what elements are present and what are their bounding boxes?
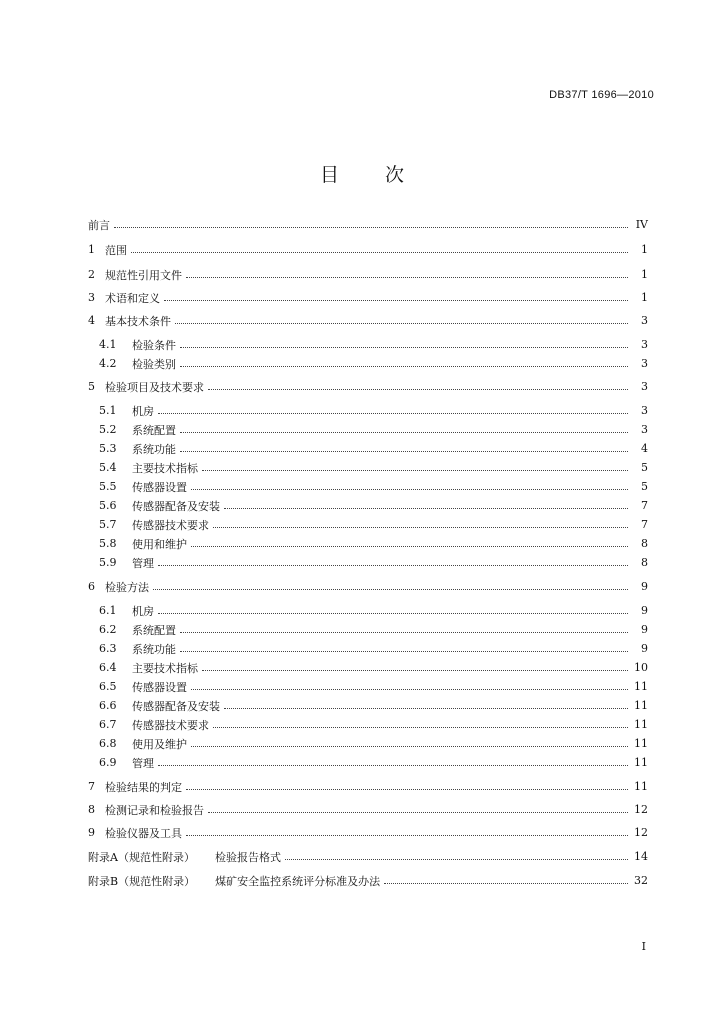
toc-entry-number: 5.1 (99, 404, 117, 417)
toc-entry-page: 9 (641, 623, 648, 636)
toc-leader-dots (186, 789, 628, 790)
toc-entry-number: 5.4 (99, 461, 117, 474)
toc-leader-dots (191, 546, 628, 547)
toc-entry-label: 煤矿安全监控系统评分标准及办法 (215, 874, 381, 888)
toc-entry-label: 检测记录和检验报告 (105, 803, 204, 817)
toc-entry-page: 3 (641, 338, 648, 351)
toc-entry[interactable] (88, 802, 648, 817)
toc-entry-label: 系统配置 (132, 623, 176, 637)
toc-entry[interactable] (88, 217, 648, 232)
toc-entry-number: 5.8 (99, 537, 117, 550)
toc-entry-page: 9 (641, 580, 648, 593)
toc-entry-page: 7 (641, 518, 648, 531)
toc-entry-label: 机房 (132, 604, 154, 618)
toc-entry-number: 7 (88, 780, 95, 793)
toc-leader-dots (164, 300, 628, 301)
toc-entry-page: 3 (641, 314, 648, 327)
toc-entry-label: 传感器设置 (132, 680, 187, 694)
toc-entry-page: 7 (641, 499, 648, 512)
toc-entry-number: 5 (88, 380, 95, 393)
toc-entry-label: 规范性引用文件 (105, 268, 182, 282)
toc-entry-number: 6.5 (99, 680, 117, 693)
toc-entry-page: 11 (634, 756, 648, 769)
toc-leader-dots (153, 589, 628, 590)
toc-entry-label: 检验报告格式 (214, 850, 281, 864)
toc-leader-dots (191, 689, 628, 690)
toc-entry[interactable] (99, 337, 648, 352)
toc-entry-number: 6.3 (99, 642, 117, 655)
toc-entry[interactable] (99, 641, 648, 656)
toc-entry[interactable] (99, 460, 648, 475)
toc-entry-label: 传感器技术要求 (132, 718, 209, 732)
toc-entry-number: 6.1 (99, 604, 117, 617)
toc-entry-label: 传感器技术要求 (132, 518, 209, 532)
toc-leader-dots (180, 451, 628, 452)
toc-entry-page: 9 (641, 604, 648, 617)
toc-entry-label: 使用和维护 (132, 537, 187, 551)
toc-entry[interactable] (88, 313, 648, 328)
toc-leader-dots (191, 746, 628, 747)
toc-entry-page: 3 (641, 423, 648, 436)
toc-entry-page: 1 (641, 243, 648, 256)
toc-entry[interactable] (88, 825, 648, 840)
toc-entry-page: 1 (641, 268, 648, 281)
toc-entry-page: 3 (641, 380, 648, 393)
toc-entry[interactable] (88, 267, 648, 282)
toc-entry[interactable] (99, 736, 648, 751)
toc-entry-page: 11 (634, 680, 648, 693)
toc-entry-number: 5.6 (99, 499, 117, 512)
toc-entry-label: 主要技术指标 (132, 661, 198, 675)
toc-leader-dots (180, 366, 628, 367)
toc-entry-label: 传感器设置 (132, 480, 187, 494)
toc-entry-number: 8 (88, 803, 95, 816)
toc-entry-page: 11 (634, 780, 648, 793)
toc-entry-page: 5 (641, 461, 648, 474)
toc-entry-label: 主要技术指标 (132, 461, 198, 475)
toc-entry[interactable] (99, 441, 648, 456)
toc-entry-number: 4.1 (99, 338, 117, 351)
toc-leader-dots (180, 651, 628, 652)
toc-entry-label: 使用及维护 (132, 737, 187, 751)
toc-entry-number: 6.4 (99, 661, 117, 674)
toc-leader-dots (158, 565, 628, 566)
toc-entry-label: 系统功能 (132, 442, 176, 456)
toc-entry[interactable] (88, 290, 648, 305)
toc-entry[interactable] (88, 873, 648, 888)
toc-entry-page: 5 (641, 480, 648, 493)
toc-leader-dots (208, 389, 628, 390)
toc-entry-page: 32 (634, 874, 648, 887)
toc-leader-dots (158, 765, 628, 766)
toc-entry-page: 1 (641, 291, 648, 304)
toc-entry-number: 6.6 (99, 699, 117, 712)
toc-entry-label: 系统功能 (132, 642, 176, 656)
toc-leader-dots (202, 670, 628, 671)
toc-entry-page: 12 (634, 826, 648, 839)
toc-entry-page: 8 (641, 556, 648, 569)
toc-entry[interactable] (99, 622, 648, 637)
toc-entry[interactable] (99, 422, 648, 437)
toc-entry-page: 10 (634, 661, 648, 674)
toc-entry[interactable] (88, 379, 648, 394)
toc-entry[interactable] (99, 755, 648, 770)
toc-entry-number: 9 (88, 826, 95, 839)
header-code: DB37/T 1696—2010 (549, 89, 654, 101)
toc-entry-number: 6 (88, 580, 95, 593)
toc-entry[interactable] (99, 717, 648, 732)
toc-entry-number: 6.7 (99, 718, 117, 731)
toc-entry[interactable] (99, 698, 648, 713)
toc-entry-label: 系统配置 (132, 423, 176, 437)
toc-entry[interactable] (99, 603, 648, 618)
toc-entry[interactable] (99, 555, 648, 570)
toc-entry-page: 3 (641, 357, 648, 370)
toc-leader-dots (224, 708, 628, 709)
page-title (0, 160, 724, 187)
toc-entry-label: 检验条件 (132, 338, 176, 352)
toc-entry[interactable] (99, 517, 648, 532)
toc-entry[interactable] (99, 356, 648, 371)
toc-entry-number: 3 (88, 291, 95, 304)
toc-entry-number: 6.9 (99, 756, 117, 769)
toc-leader-dots (175, 323, 628, 324)
toc-entry[interactable] (99, 403, 648, 418)
toc-entry-label: 管理 (132, 556, 154, 570)
toc-entry-label: 检验方法 (105, 580, 149, 594)
toc-entry-page: 12 (634, 803, 648, 816)
toc-entry-page: 4 (641, 442, 648, 455)
toc-entry-label: 机房 (132, 404, 154, 418)
toc-entry[interactable] (88, 579, 648, 594)
toc-leader-dots (285, 859, 628, 860)
toc-entry-number: 4.2 (99, 357, 117, 370)
toc-entry-number: 5.5 (99, 480, 117, 493)
toc-entry-number: 附录A（规范性附录） (88, 850, 195, 864)
toc-entry-label: 术语和定义 (105, 291, 160, 305)
toc-entry[interactable] (99, 660, 648, 675)
toc-leader-dots (186, 277, 628, 278)
toc-leader-dots (202, 470, 628, 471)
toc-leader-dots (158, 613, 628, 614)
toc-entry-label: 管理 (132, 756, 154, 770)
toc-entry-number: 5.2 (99, 423, 117, 436)
toc-leader-dots (180, 632, 628, 633)
toc-entry-number: 附录B（规范性附录） (88, 874, 196, 888)
toc-entry-label: 检验仪器及工具 (105, 826, 182, 840)
toc-leader-dots (158, 413, 628, 414)
toc-leader-dots (180, 432, 628, 433)
toc-entry-label: 前言 (88, 218, 110, 232)
toc-entry-number: 2 (88, 268, 95, 281)
toc-entry-number: 5.7 (99, 518, 117, 531)
toc-entry-label: 检验类别 (132, 357, 176, 371)
toc-leader-dots (224, 508, 628, 509)
toc-entry-page: 11 (634, 699, 648, 712)
toc-entry-number: 5.3 (99, 442, 117, 455)
toc-entry-label: 范围 (105, 243, 127, 257)
toc-entry[interactable] (99, 498, 648, 513)
toc-entry[interactable] (88, 242, 648, 257)
toc-leader-dots (208, 812, 628, 813)
toc-entry-page: 11 (634, 718, 648, 731)
toc-entry[interactable] (99, 536, 648, 551)
toc-leader-dots (213, 527, 628, 528)
toc-leader-dots (384, 883, 628, 884)
toc-entry-label: 检验项目及技术要求 (105, 380, 204, 394)
toc-entry-number: 6.2 (99, 623, 117, 636)
toc-entry[interactable] (88, 779, 648, 794)
toc-entry-page: 8 (641, 537, 648, 550)
toc-entry-label: 传感器配备及安装 (132, 699, 220, 713)
toc-entry-label: 检验结果的判定 (105, 780, 182, 794)
toc-leader-dots (131, 252, 628, 253)
toc-entry-number: 5.9 (99, 556, 117, 569)
toc-entry-page: 14 (634, 850, 648, 863)
title-char-2: 次 (385, 164, 405, 186)
toc-entry-number: 4 (88, 314, 95, 327)
toc-entry-label: 基本技术条件 (105, 314, 171, 328)
toc-leader-dots (213, 727, 628, 728)
toc-entry[interactable] (88, 849, 648, 864)
toc-entry[interactable] (99, 679, 648, 694)
toc-entry-page: 3 (641, 404, 648, 417)
toc-leader-dots (180, 347, 628, 348)
toc-leader-dots (114, 227, 628, 228)
toc-leader-dots (191, 489, 628, 490)
toc-leader-dots (186, 835, 628, 836)
toc-entry-number: 1 (88, 243, 95, 256)
toc-entry-number: 6.8 (99, 737, 117, 750)
page-number: I (641, 940, 646, 953)
toc-entry-page: 9 (641, 642, 648, 655)
toc-entry-label: 传感器配备及安装 (132, 499, 220, 513)
toc-entry-page: 11 (634, 737, 648, 750)
title-char-1: 目 (319, 164, 339, 186)
toc-entry[interactable] (99, 479, 648, 494)
toc-entry-page: IV (635, 218, 648, 231)
